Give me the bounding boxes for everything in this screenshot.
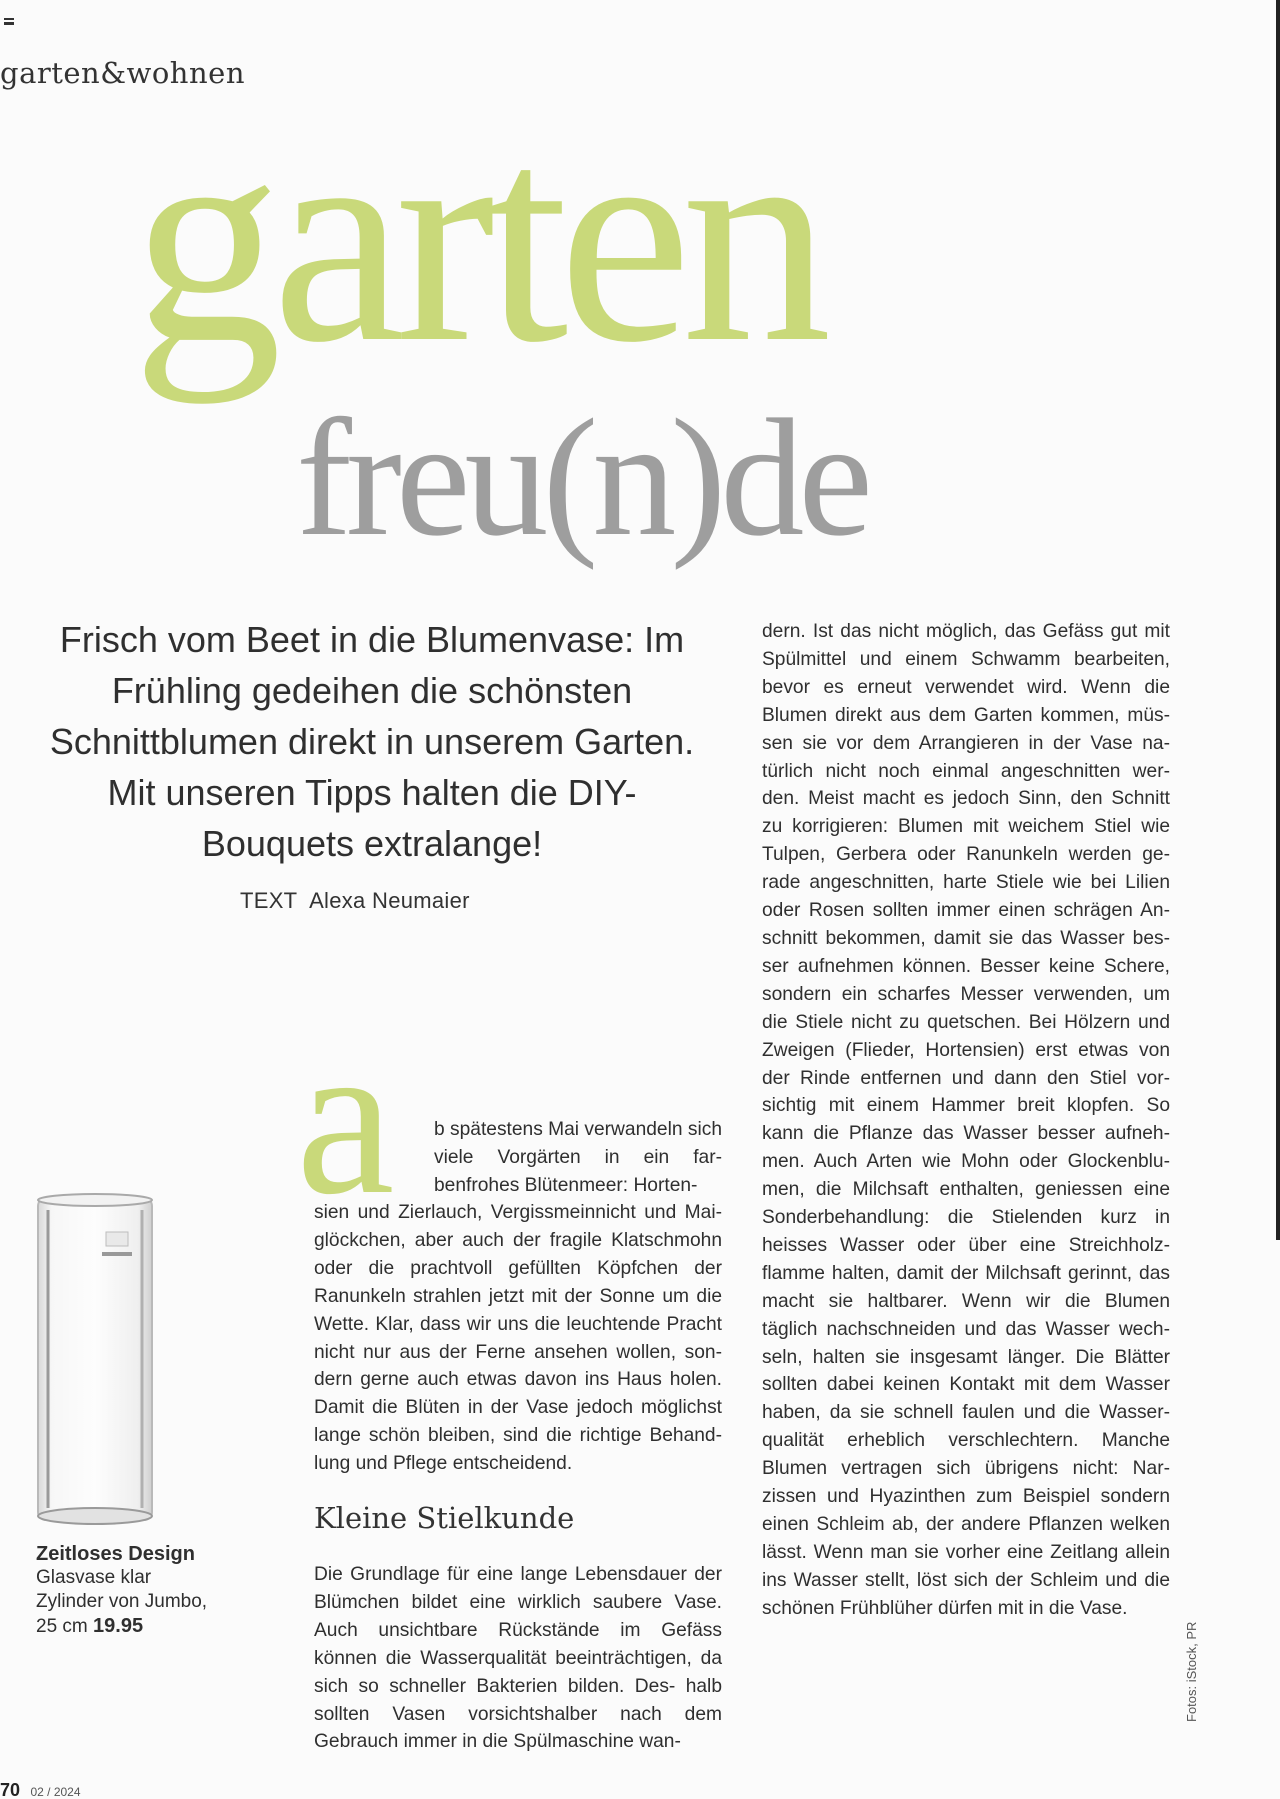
product-line-2: Zylinder von Jumbo,	[36, 1591, 208, 1612]
byline-author: Alexa Neumaier	[309, 888, 470, 913]
byline	[240, 888, 470, 914]
byline-label: TEXT	[240, 888, 298, 913]
glass-vase-image	[32, 1192, 158, 1528]
dropcap-letter: a	[296, 995, 395, 1241]
page-footer	[0, 1780, 81, 1799]
product-title: Zeitloses Design	[36, 1543, 195, 1565]
lead-paragraph: Frisch vom Beet in die Blumenvase: Im Frühling gedeihen die schönsten Schnittblumen direkt in unserem Garten. Mit unseren Tipps halten die DIY-Bouquets extralange!	[49, 619, 695, 864]
product-caption	[36, 1542, 207, 1639]
article-right-column: dern. Ist das nicht möglich, das Gefäss gut mit Spülmittel und einem Schwamm bearbeiten, bevor es erneut verwendet wird. Wenn die Blumen direkt aus dem Garten kommen, müs- sen sie vor dem Arrangieren in der Vase na- türlich nicht noch einmal angeschnitten wer- den. Meist macht es jedoch Sinn, den Schnitt zu korrigieren: Blumen mit weichem Stiel wie Tulpen, Gerbera oder Ranunkeln werden ge- rade angeschnitten, harte Stiele wie bei Lilien oder Rosen sollten immer einen schrägen An- schnitt bekommen, damit sie das Wasser bes- ser aufnehmen können. Besser keine Schere, sondern ein scharfes Messer verwenden, um die Stiele nicht zu quetschen. Bei Hölzern und Zweigen (Flieder, Hortensien) erst etwas von der Rinde entfernen und dann den Stiel vor- sichtig mit einem Hammer breit klopfen. So kann die Pflanze das Wasser besser aufneh- men. Auch Arten wie Mohn oder Glockenblu- men, die Milchsaft enthalten, geniessen eine Sonderbehandlung: die Stielenden kurz in heisses Wasser oder über eine Streichholz- flamme halten, damit der Milchsaft gerinnt, das macht sie haltbarer. Wenn wir die Blumen täglich nachschneiden und das Wasser wech- seln, halten sie insgesamt länger. Die Blätter sollten dabei keinen Kontakt mit dem Wasser haben, da sie schnell faulen und die Wasser- qualität erheblich verschlechtern. Manche Blumen vertragen sich übrigens nicht: Nar- zissen und Hyazinthen zum Beispiel sondern einen Schleim ab, der andere Pflanzen welken lässt. Wenn man sie vorher eine Zeitlang allein ins Wasser stellt, löst sich der Schleim und die schönen Frühblüher dürfen mit in die Vase.	[762, 621, 1170, 1619]
title-freunde: freu(n)de	[296, 385, 867, 571]
page-number: 70	[0, 1780, 21, 1799]
article-intro: sien und Zierlauch, Vergissmeinnicht und Mai- glöckchen, aber auch der fragile Klatschmohn oder die prachtvoll gefüllten Köpfchen der Ranunkeln strahlen jetzt mit der Sonne um die Wette. Klar, dass wir uns die leuchtende Pracht nicht nur aus der Ferne ansehen wollen, son- dern gerne auch etwas davon ins Haus holen. Damit die Blüten in der Vase jedoch möglichst lange schön bleiben, sind die richtige Behand- lung und Pflege entscheidend.	[314, 1202, 722, 1475]
title-garten: garten	[132, 72, 822, 404]
issue-label: 02 / 2024	[30, 1785, 81, 1799]
page-edge-divider	[1276, 0, 1280, 1799]
product-price: 19.95	[93, 1615, 144, 1637]
product-size: 25 cm	[36, 1616, 88, 1637]
photo-credit: Fotos: iStock, PR	[1184, 1621, 1199, 1722]
menu-icon[interactable]	[4, 18, 14, 25]
product-line-1: Glasvase klar	[36, 1567, 152, 1588]
subheading: Kleine Stielkunde	[314, 1501, 575, 1535]
product-size-price	[36, 1614, 207, 1639]
article-intro-beside-dropcap: b spätestens Mai verwandeln sich viele Vorgärten in ein far- benfrohes Blütenmeer: Horten-	[434, 1119, 722, 1196]
article-section-text: Die Grundlage für eine lange Lebensdauer der Blümchen bildet eine wirklich saubere Vase. Auch unsichtbare Rückstände im Gefäss können die Wasserqualität beeinträchtigen, da sich so schneller Bakterien bilden. Des- halb sollten Vasen vorsichtshalber nach dem Gebrauch immer in die Spülmaschine wan-	[314, 1564, 722, 1753]
section-label: garten&wohnen	[0, 56, 245, 90]
